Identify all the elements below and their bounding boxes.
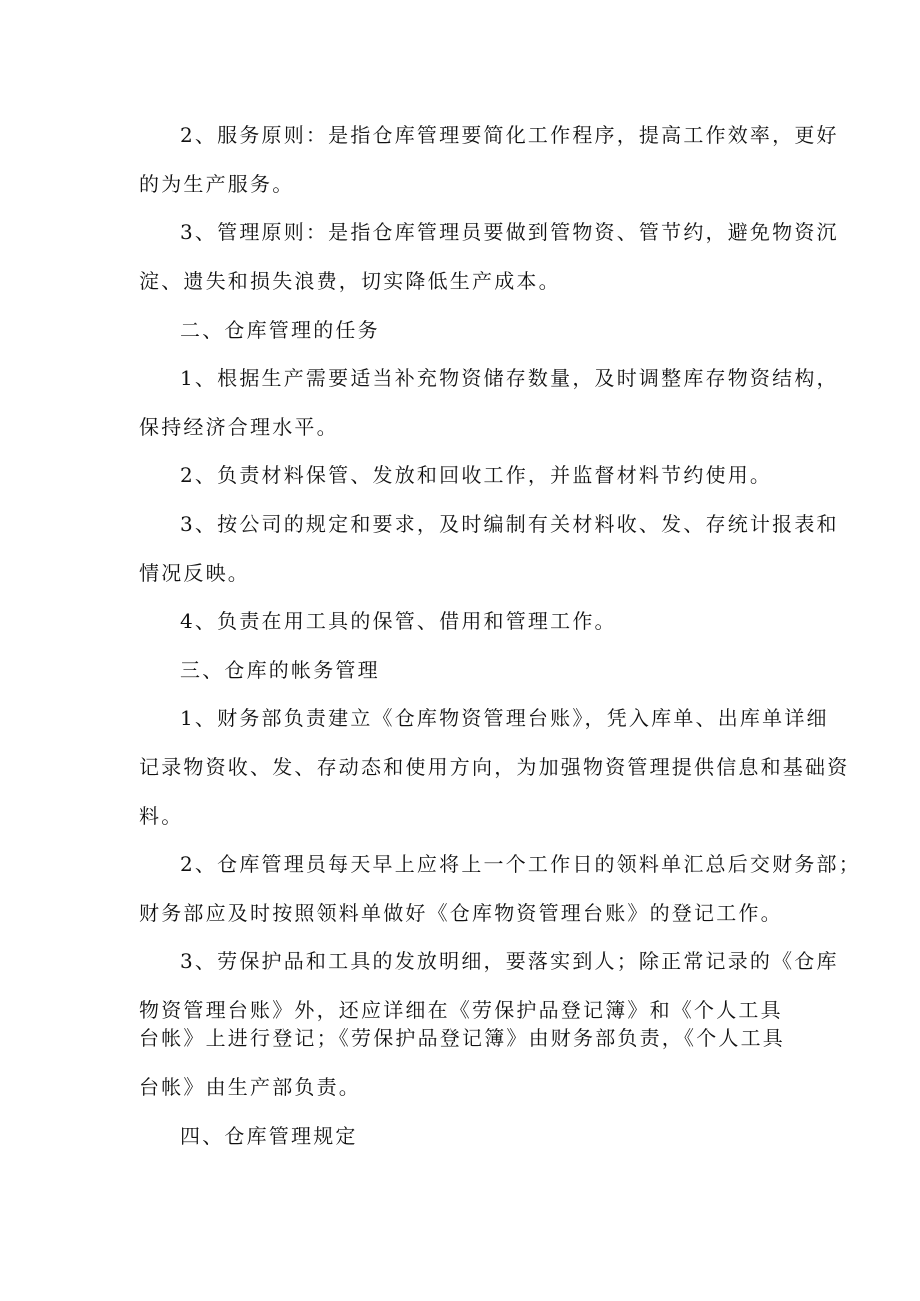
text-line: 的为生产服务。 (139, 172, 295, 196)
text-line: 3、劳保护品和工具的发放明细，要落实到人；除正常记录的《仓库 (180, 949, 839, 973)
text-line: 2、服务原则：是指仓库管理要简化工作程序，提高工作效率，更好 (180, 123, 839, 147)
text-line: 财务部应及时按照领料单做好《仓库物资管理台账》的登记工作。 (139, 901, 783, 925)
text-line: 台帐》由生产部负责。 (139, 1075, 361, 1099)
text-line: 物资管理台账》外，还应详细在《劳保护品登记簿》和《个人工具 (139, 998, 783, 1022)
text-line: 1、根据生产需要适当补充物资储存数量，及时调整库存物资结构， (180, 366, 839, 390)
text-line: 3、按公司的规定和要求，及时编制有关材料收、发、存统计报表和 (180, 512, 839, 536)
text-line: 1、财务部负责建立《仓库物资管理台账》，凭入库单、出库单详细 (180, 706, 829, 730)
text-line: 料。 (139, 804, 184, 828)
text-line: 记录物资收、发、存动态和使用方向，为加强物资管理提供信息和基础资 (139, 755, 850, 779)
text-line: 2、仓库管理员每天早上应将上一个工作日的领料单汇总后交财务部； (180, 852, 861, 876)
text-line: 3、管理原则：是指仓库管理员要做到管物资、管节约，避免物资沉 (180, 220, 839, 244)
text-line: 台帐》上进行登记；《劳保护品登记簿》由财务部负责，《个人工具 (139, 1026, 785, 1050)
section-heading: 二、仓库管理的任务 (180, 318, 380, 342)
section-heading: 三、仓库的帐务管理 (180, 658, 380, 682)
text-line: 2、负责材料保管、发放和回收工作，并监督材料节约使用。 (180, 463, 773, 487)
text-line: 4、负责在用工具的保管、借用和管理工作。 (180, 609, 617, 633)
section-heading: 四、仓库管理规定 (180, 1124, 358, 1148)
text-line: 保持经济合理水平。 (139, 415, 339, 439)
text-line: 情况反映。 (139, 561, 250, 585)
text-line: 淀、遗失和损失浪费，切实降低生产成本。 (139, 269, 561, 293)
